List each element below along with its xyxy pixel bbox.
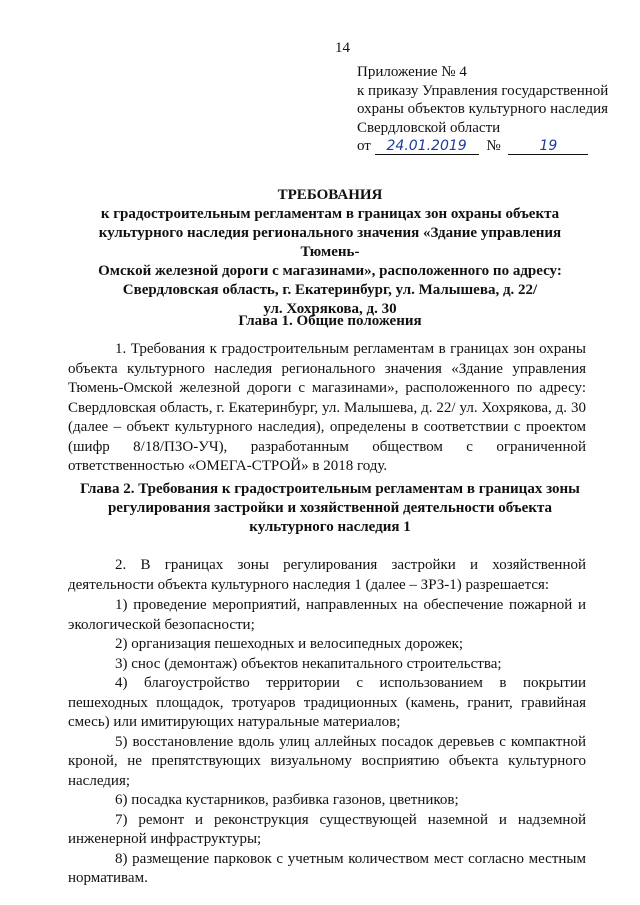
title-line: Свердловская область, г. Екатеринбург, ул. Малышева, д. 22/ <box>122 282 538 298</box>
chapter2-heading <box>70 480 590 537</box>
appendix-office-line: охраны объектов культурного наследия <box>357 101 609 117</box>
appendix-date-line <box>357 137 627 156</box>
list-item: 4) благоустройство территории с использованием в покрытии пешеходных площадок, тротуаров традиционных (камень, гранит, гравийная смесь) или имитирующих натуральные материалов; <box>68 675 586 730</box>
number-prefix: № <box>486 138 501 154</box>
page-number: 14 <box>335 40 350 56</box>
handwritten-number: 19 <box>508 138 588 155</box>
list-item: 1) проведение мероприятий, направленных на обеспечение пожарной и экологической безопасности; <box>68 597 586 633</box>
list-item: 8) размещение парковок с учетным количеством мест согласно местным нормативам. <box>68 850 586 886</box>
appendix-title: Приложение № 4 <box>357 64 467 80</box>
title-line: к градостроительным регламентам в границах зон охраны объекта <box>100 206 560 222</box>
chapter1-paragraph: 1. Требования к градостроительным регламентам в границах зон охраны объекта культурного наследия регионального значения «Здание управления Тюмень-Омской железной дороги с магазинами», расположенного по адресу: Свердловская область, г. Екатеринбург, ул. Малышева, д. 22/ ул. Хохрякова, д. 30 (далее – объект культурного наследия), определены в соответствии с проектом (шифр 8/18/ПЗО-УЧ), разработанным обществом с ограниченной ответственностью «ОМЕГА-СТРОЙ» в 2018 году. <box>68 341 586 474</box>
handwritten-date: 24.01.2019 <box>375 138 479 155</box>
list-item: 3) снос (демонтаж) объектов некапитального строительства; <box>115 655 502 672</box>
chapter2-heading-line: культурного наследия 1 <box>249 519 411 535</box>
chapter2-intro: 2. В границах зоны регулирования застройки и хозяйственной деятельности объекта культурного наследия 1 (далее – ЗРЗ-1) разрешается: <box>68 557 586 593</box>
title-line: Омской железной дороги с магазинами», расположенного по адресу: <box>98 263 562 279</box>
appendix-order-line: к приказу Управления государственной <box>357 82 609 99</box>
appendix-region-line: Свердловской области <box>357 119 501 136</box>
title-line: культурного наследия регионального значения «Здание управления Тюмень- <box>98 225 562 260</box>
list-item: 2) организация пешеходных и велосипедных дорожек; <box>115 636 464 652</box>
list-item: 6) посадка кустарников, разбивка газонов, цветников; <box>115 792 459 808</box>
chapter1-heading: Глава 1. Общие положения <box>238 313 422 329</box>
chapter2-heading-line: регулирования застройки и хозяйственной деятельности объекта <box>107 500 553 516</box>
list-item: 7) ремонт и реконструкция существующей наземной и надземной инженерной инфраструктуры; <box>68 811 586 847</box>
permitted-list <box>68 596 586 889</box>
title-heading: ТРЕБОВАНИЯ <box>277 187 383 203</box>
appendix-block <box>357 63 627 156</box>
date-prefix: от <box>357 138 371 154</box>
list-item: 5) восстановление вдоль улиц аллейных посадок деревьев с компактной кроной, не препятствующих визуальному восприятию объекта культурного наследия; <box>68 733 586 789</box>
chapter2-heading-line: Глава 2. Требования к градостроительным регламентам в границах зоны <box>80 481 580 497</box>
document-title <box>70 186 590 319</box>
title-line: ул. Хохрякова, д. 30 <box>263 301 397 317</box>
